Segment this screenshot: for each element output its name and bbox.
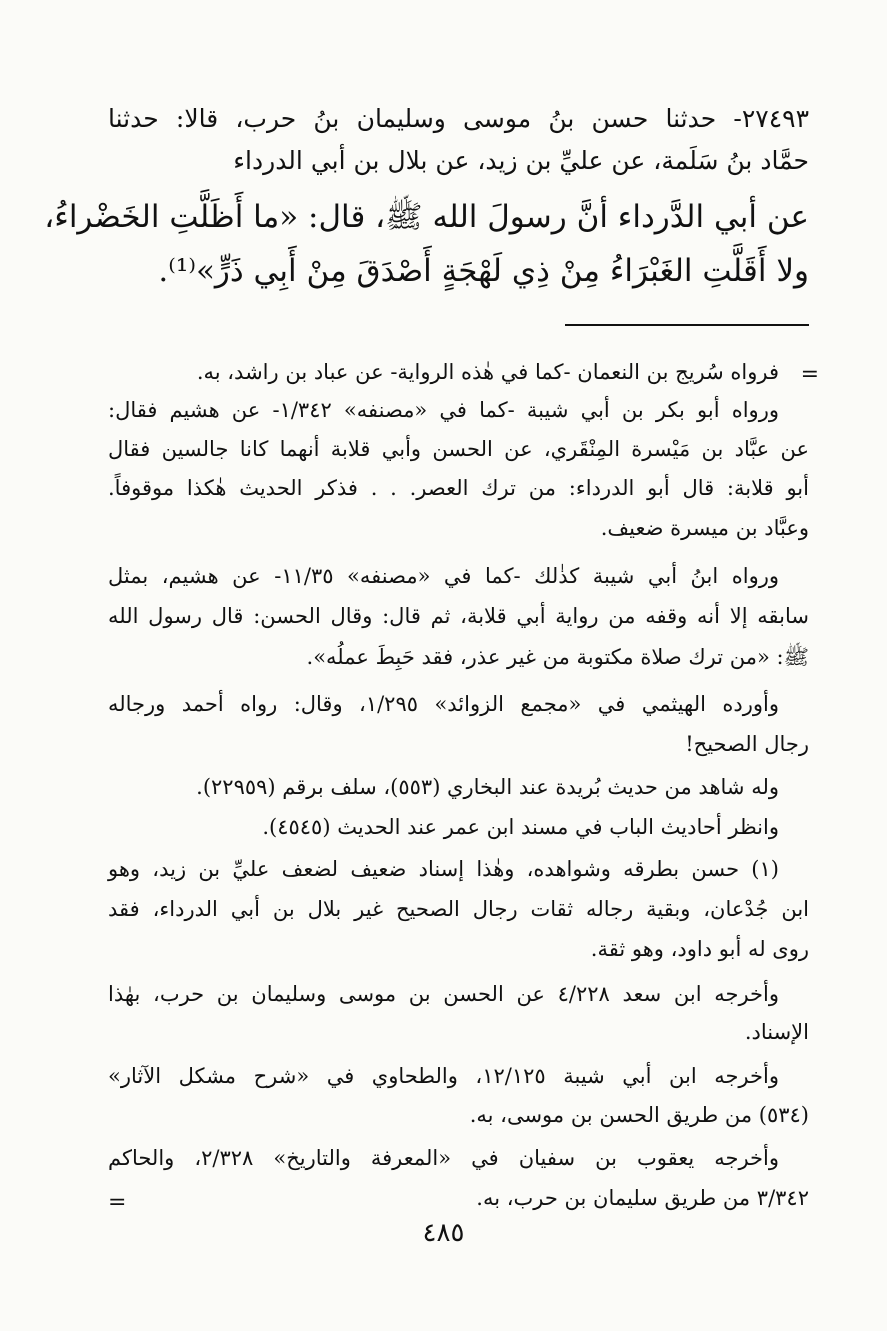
footnote-line: وأخرجه يعقوب بن سفيان في «المعرفة والتاريخ» ٢/٣٢٨، والحاكم bbox=[108, 1146, 779, 1170]
footnote-line: وأخرجه ابن سعد ٤/٢٢٨ عن الحسن بن موسى وسليمان بن حرب، بهٰذا bbox=[108, 982, 779, 1006]
isnad-line-2: حمَّاد بنُ سَلَمة، عن عليِّ بن زيد، عن بلال بن أبي الدرداء bbox=[233, 146, 809, 175]
footnote-line: وانظر أحاديث الباب في مسند ابن عمر عند الحديث (٤٥٤٥). bbox=[262, 815, 779, 839]
footnote-line: وأخرجه ابن أبي شيبة ١٢/١٢٥، والطحاوي في «شرح مشكل الآثار» bbox=[108, 1064, 779, 1088]
footnote-line: الإسناد. bbox=[744, 1020, 809, 1044]
footnote-line: فرواه سُريج بن النعمان -كما في هٰذه الرواية- عن عباد بن راشد، به. bbox=[196, 360, 779, 384]
hadith-line-1: عن أبي الدَّرداء أنَّ رسولَ الله ﷺ، قال: «ما أَظَلَّتِ الخَضْراءُ، bbox=[44, 199, 809, 235]
footnote-line: وعبَّاد بن ميسرة ضعيف. bbox=[600, 516, 809, 540]
footnote-line: وأورده الهيثمي في «مجمع الزوائد» ١/٢٩٥، وقال: رواه أحمد ورجاله bbox=[108, 692, 779, 716]
continuation-mark-bottom: = bbox=[108, 1190, 127, 1215]
footnote-line: (٥٣٤) من طريق الحسن بن موسى، به. bbox=[469, 1103, 809, 1127]
footnote-line: وله شاهد من حديث بُريدة عند البخاري (٥٥٣)، سلف برقم (٢٢٩٥٩). bbox=[196, 775, 779, 799]
footnote-line: أبو قلابة: قال أبو الدرداء: من ترك العصر. . . فذكر الحديث هٰكذا موقوفاً. bbox=[108, 476, 809, 500]
isnad-line-1: ٢٧٤٩٣- حدثنا حسن بنُ موسى وسليمان بنُ حرب، قالا: حدثنا bbox=[108, 104, 809, 133]
footnote-line: روى له أبو داود، وهو ثقة. bbox=[590, 937, 809, 961]
footnote-line: (١) حسن بطرقه وشواهده، وهٰذا إسناد ضعيف لضعف عليِّ بن زيد، وهو bbox=[108, 857, 779, 881]
page-number: ٤٨٥ bbox=[422, 1218, 465, 1248]
footnote-separator bbox=[565, 324, 809, 326]
footnote-line: ٣/٣٤٢ من طريق سليمان بن حرب، به. bbox=[476, 1186, 809, 1210]
hadith-line-2: ولا أَقَلَّتِ الغَبْرَاءُ مِنْ ذِي لَهْجَةٍ أَصْدَقَ مِنْ أَبِي ذَرٍّ»⁽¹⁾. bbox=[158, 253, 809, 289]
footnote-line: ورواه ابنُ أبي شيبة كذٰلك -كما في «مصنفه» ١١/٣٥- عن هشيم، بمثل bbox=[108, 564, 779, 588]
footnote-line: سابقه إلا أنه وقفه من رواية أبي قلابة، ثم قال: وقال الحسن: قال رسول الله bbox=[108, 604, 809, 628]
continuation-mark-top: = bbox=[800, 362, 819, 387]
footnote-line: ﷺ: «من ترك صلاة مكتوبة من غير عذر، فقد حَبِطَ عملُه». bbox=[306, 645, 809, 669]
footnote-line: ورواه أبو بكر بن أبي شيبة -كما في «مصنفه» ١/٣٤٢- عن هشيم فقال: bbox=[108, 398, 779, 422]
footnote-line: عن عبَّاد بن مَيْسرة المِنْقَري، عن الحسن وأبي قلابة أنهما كانا جالسين فقال bbox=[108, 437, 809, 461]
footnote-line: رجال الصحيح! bbox=[685, 732, 809, 756]
footnote-line: ابن جُدْعان، وبقية رجاله ثقات رجال الصحيح غير بلال بن أبي الدرداء، فقد bbox=[108, 897, 809, 921]
